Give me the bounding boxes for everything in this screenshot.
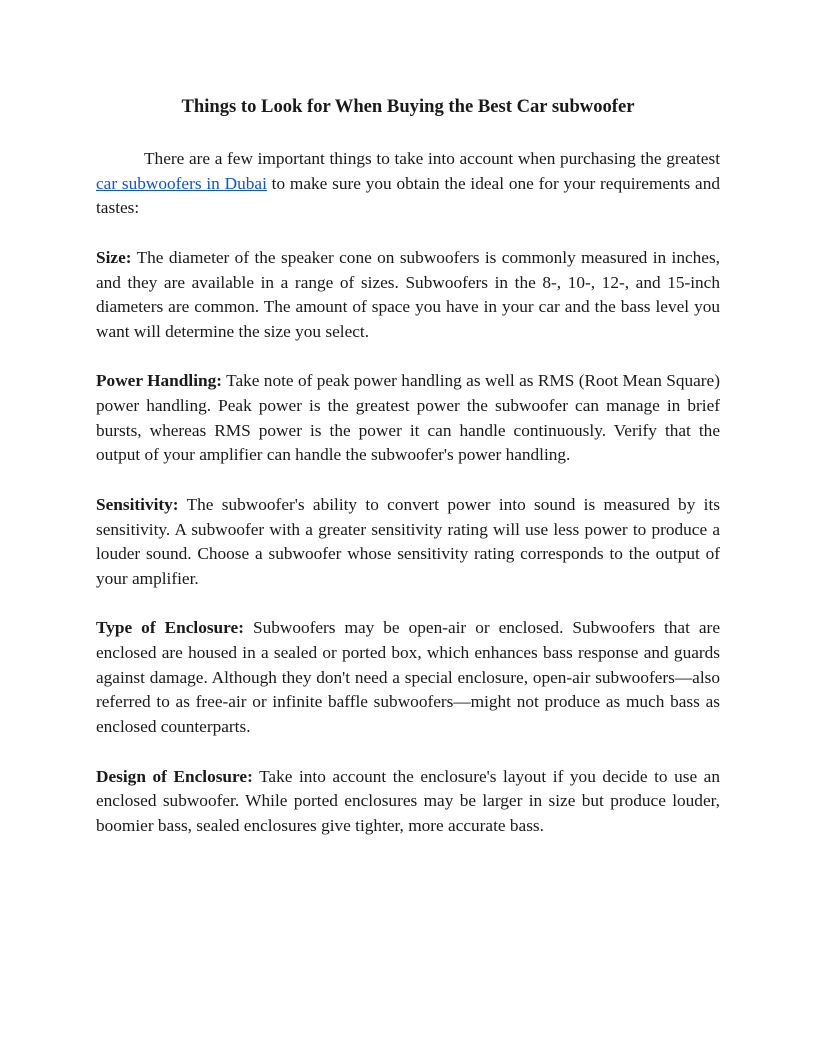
section-size (96, 246, 720, 345)
document-title: Things to Look for When Buying the Best Car subwoofer (181, 96, 635, 117)
section-term: Power Handling: (96, 371, 223, 391)
section-term: Size: (96, 247, 132, 267)
document-page (96, 94, 720, 863)
section-text: The subwoofer's ability to convert power into sound is measured by its sensitivity. A subwoofer with a greater sensitivity rating will use less power to produce a louder sound. Choose a subwoofer whose sensitivity rating corresponds to the output of your amplifier. (96, 494, 720, 588)
section-design-of-enclosure (96, 765, 720, 839)
section-text: Take into account the enclosure's layout if you decide to use an enclosed subwoofer. While ported enclosures may be larger in size but produce louder, boomier bass, sealed enclosures give tighter, more accurate bass. (96, 766, 720, 835)
section-term: Sensitivity: (96, 494, 179, 514)
section-term: Design of Enclosure: (96, 766, 253, 786)
section-type-of-enclosure (96, 616, 720, 740)
car-subwoofers-dubai-link[interactable]: car subwoofers in Dubai (96, 173, 267, 193)
section-sensitivity (96, 493, 720, 592)
section-term: Type of Enclosure: (96, 618, 244, 638)
section-text: The diameter of the speaker cone on subwoofers is commonly measured in inches, and they are available in a range of sizes. Subwoofers in the 8-, 10-, 12-, and 15-inch diameters are common. The amount of space you have in your car and the bass level you want will determine the size you select. (96, 247, 720, 341)
section-text: Take note of peak power handling as well as RMS (Root Mean Square) power handling. Peak power is the greatest power the subwoofer can manage in brief bursts, whereas RMS power is the power it can handle continuously. Verify that the output of your amplifier can handle the subwoofer's power handling. (96, 371, 720, 465)
intro-text-before-link: There are a few important things to take into account when purchasing the greatest (144, 149, 720, 168)
section-power-handling (96, 369, 720, 468)
intro-paragraph (96, 147, 720, 221)
intro-text-after-link: to make sure you obtain the ideal one for your requirements and tastes: (96, 173, 720, 218)
section-text: Subwoofers may be open-air or enclosed. Subwoofers that are enclosed are housed in a sealed or ported box, which enhances bass response and guards against damage. Although they don't need a special enclosure, open-air subwoofers—also referred to as free-air or infinite baffle subwoofers—might not produce as much bass as enclosed counterparts. (96, 618, 720, 737)
